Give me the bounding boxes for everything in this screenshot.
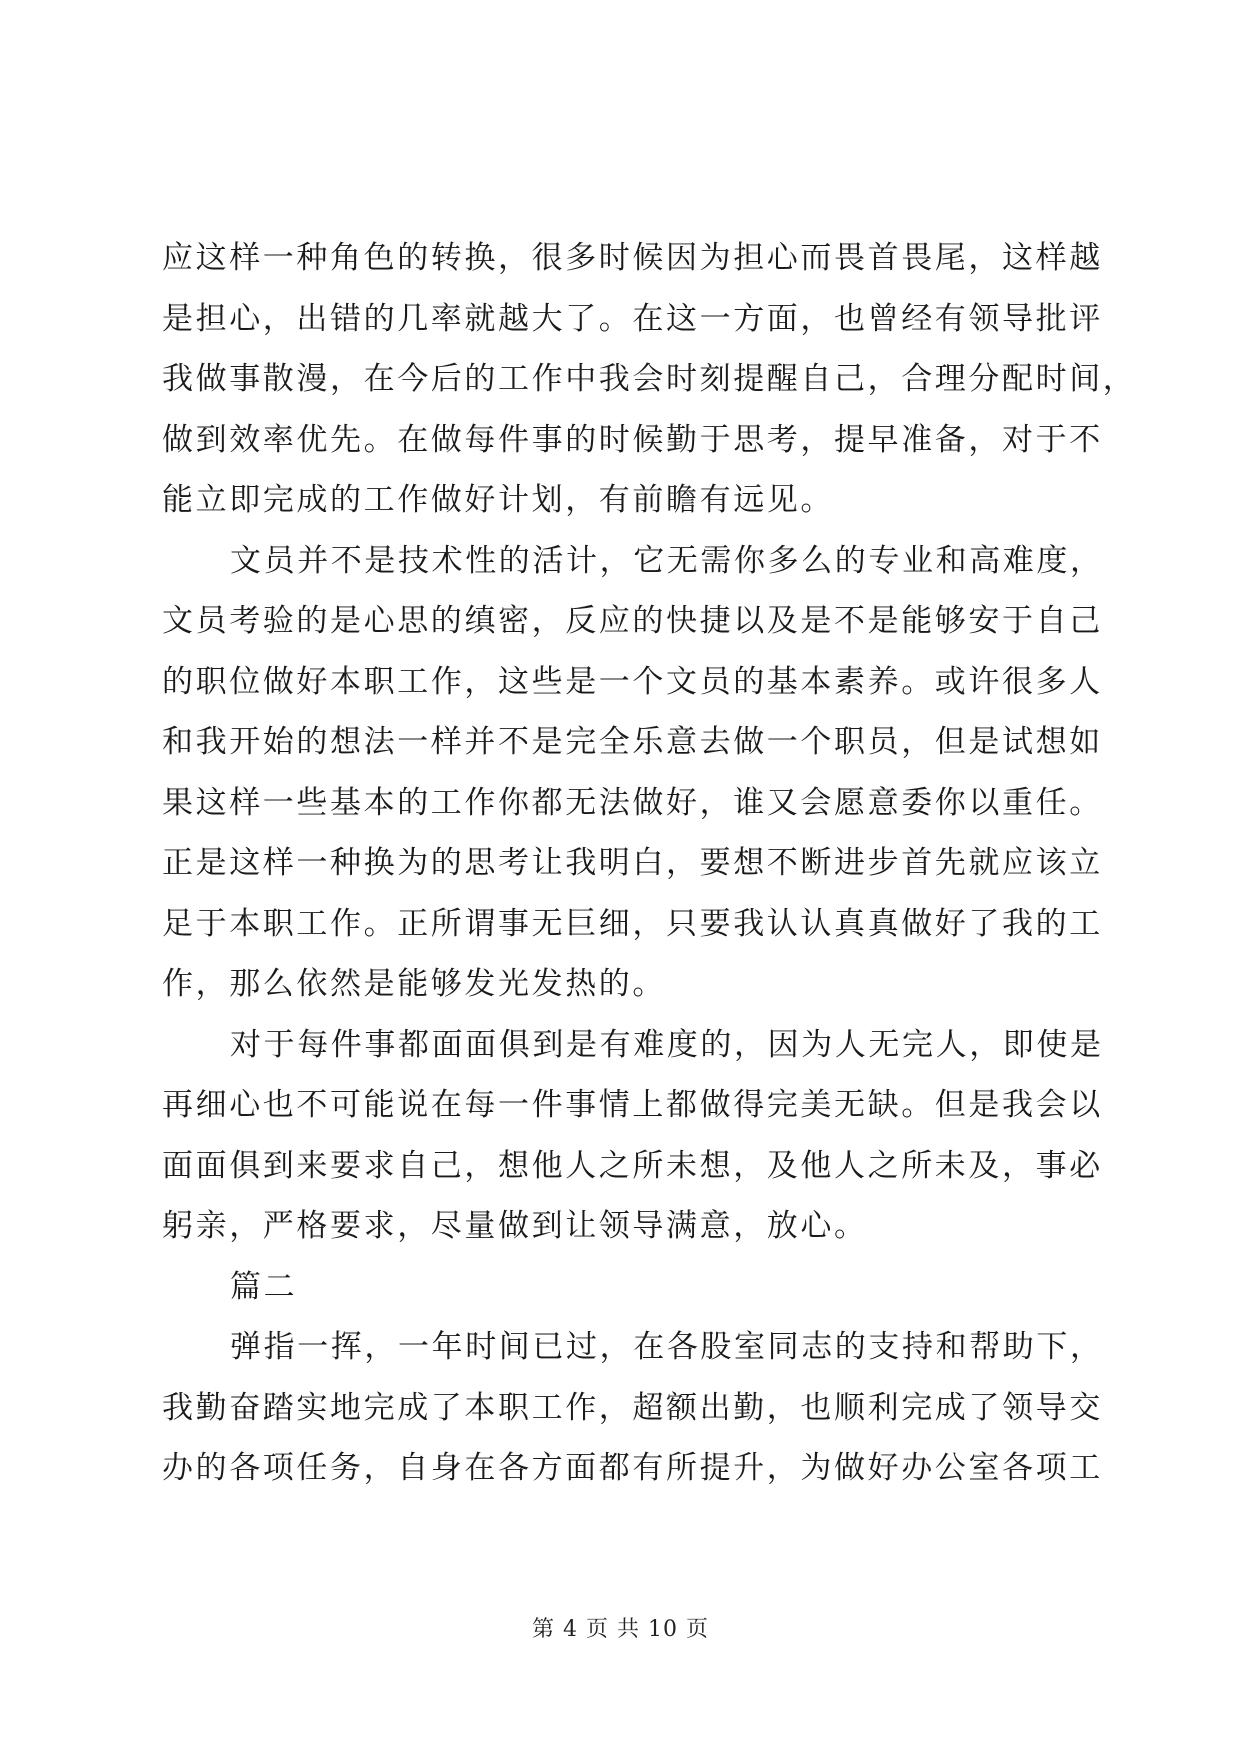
- text-line: 应这样一种角色的转换，很多时候因为担心而畏首畏尾，这样越: [162, 240, 1103, 276]
- text-line: 面面俱到来要求自己，想他人之所未想，及他人之所未及，事必: [162, 1147, 1103, 1184]
- text-line: 和我开始的想法一样并不是完全乐意去做一个职员，但是试想如: [162, 724, 1103, 760]
- paragraph-first-line: 对于每件事都面面俱到是有难度的，因为人无完人，即使是: [230, 1026, 1104, 1063]
- text-line: 能立即完成的工作做好计划，有前瞻有远见。: [162, 482, 834, 518]
- page-number-footer: 第 4 页 共 10 页: [532, 1617, 709, 1642]
- document-body: [162, 228, 1137, 1499]
- text-line: 是担心，出错的几率就越大了。在这一方面，也曾经有领导批评: [162, 300, 1103, 337]
- text-line: 再细心也不可能说在每一件事情上都做得完美无缺。但是我会以: [162, 1087, 1103, 1123]
- paragraph-first-line: 文员并不是技术性的活计，它无需你多么的专业和高难度，: [230, 542, 1104, 579]
- text-line: 的职位做好本职工作，这些是一个文员的基本素养。或许很多人: [162, 663, 1103, 700]
- paragraph-first-line: 弹指一挥，一年时间已过，在各股室同志的支持和帮助下，: [230, 1329, 1104, 1365]
- text-line: 果这样一些基本的工作你都无法做好，谁又会愿意委你以重任。: [162, 784, 1103, 821]
- text-line: 作，那么依然是能够发光发热的。: [162, 966, 666, 1002]
- text-line: 正是这样一种换为的思考让我明白，要想不断进步首先就应该立: [162, 845, 1103, 881]
- text-line: 做到效率优先。在做每件事的时候勤于思考，提早准备，对于不: [162, 421, 1103, 458]
- section-heading: 篇二: [230, 1268, 298, 1305]
- text-line: 躬亲，严格要求，尽量做到让领导满意，放心。: [162, 1208, 868, 1244]
- text-line: 我做事散漫，在今后的工作中我会时刻提醒自己，合理分配时间，: [162, 361, 1137, 397]
- text-line: 足于本职工作。正所谓事无巨细，只要我认认真真做好了我的工: [162, 905, 1103, 942]
- text-line: 文员考验的是心思的缜密，反应的快捷以及是不是能够安于自己: [162, 603, 1103, 639]
- text-line: 办的各项任务，自身在各方面都有所提升，为做好办公室各项工: [162, 1450, 1103, 1486]
- text-line: 我勤奋踏实地完成了本职工作，超额出勤，也顺利完成了领导交: [162, 1389, 1103, 1426]
